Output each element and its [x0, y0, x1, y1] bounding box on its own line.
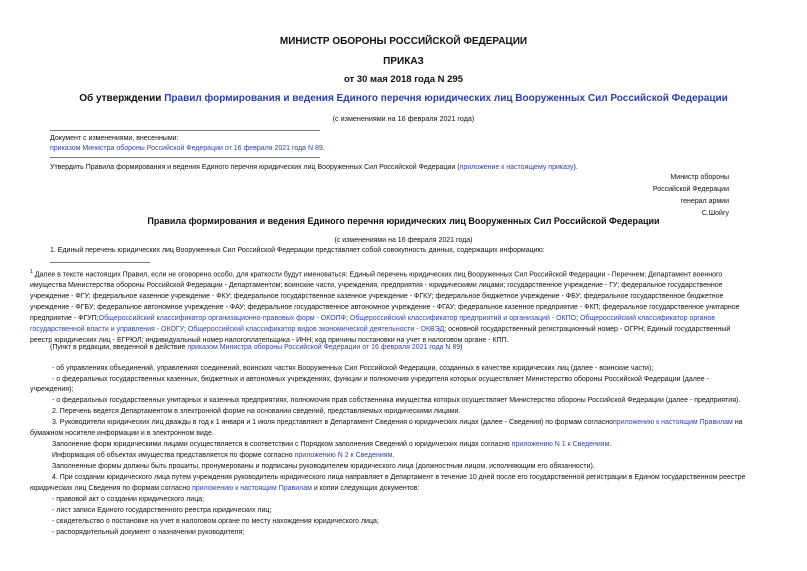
paragraph-text: .: [392, 452, 395, 459]
footnote: [30, 267, 763, 346]
footnote-line: учреждение - ФГБУ; федеральное автономное учреждение - ФАУ; федеральное государственное автономное учреждение - ФГАУ; федеральное казенное предприятие - ФКП; федеральное государственное унитарное: [30, 304, 740, 312]
order-date-number: от 30 мая 2018 года N 295: [343, 74, 464, 85]
paragraph-text: юридических лиц Сведения по формам согласно: [30, 485, 193, 492]
list-item: - лист записи Единого государственного реестра юридических лиц;: [52, 507, 272, 514]
amendment-note: (с изменениями на 16 февраля 2021 года): [332, 114, 475, 123]
list-item-cont: учреждения);: [30, 386, 74, 393]
footnote-text: ;: [183, 326, 188, 334]
footnote-text: ;: [346, 315, 350, 323]
changes-link[interactable]: приказом Министра обороны Российской Федерации от 16 февраля 2021 года N 89.: [50, 145, 325, 152]
footnote-line: реестр юридических лиц - ЕГРЮЛ; индивидуальный номер налогоплательщика - ИНН; код причины постановки на учет в налоговом органе - КПП.: [30, 337, 509, 345]
signature-line: С.Шойгу: [701, 210, 729, 217]
signature-line: Министр обороны: [670, 174, 729, 181]
rules-title: Правила формирования и ведения Единого перечня юридических лиц Вооруженных Сил Российской Федерации: [147, 216, 660, 226]
footnote-line: учреждение - ФГУ; федеральное казенное учреждение - ФКУ; федеральное государственное казенное учреждение - ФГКУ; федеральное бюджетное учреждение - ФБУ; федеральное государственное бюджетное: [30, 293, 724, 301]
approve-paragraph: [50, 162, 578, 173]
okopf-link[interactable]: Общероссийский классификатор организационно-правовых форм - ОКОПФ: [98, 315, 346, 323]
order-heading: ПРИКАЗ: [383, 56, 424, 67]
order-subject: [0, 93, 807, 104]
rules-appendix-link[interactable]: приложению к настоящим Правилам: [192, 485, 312, 492]
rules-appendix-link[interactable]: приложению к настоящим Правилам: [613, 419, 733, 426]
list-item: - об управлениях объединений, управлениях соединений, воинских частях Вооруженных Сил Российской Федерации, созданных в качестве юридических лиц (далее - воинские части);: [52, 365, 654, 372]
signature-line: Российской Федерации: [652, 186, 729, 193]
divider: [50, 130, 320, 131]
footnote-text: предприятие - ФГУП;: [30, 315, 99, 323]
rules-p1: 1. Единый перечень юридических лиц Вооруженных Сил Российской Федерации представляет собой совокупность данных, содержащих информацию:: [50, 247, 545, 254]
paragraph-cont: бумажном носителе информации и в электронном виде.: [30, 430, 214, 437]
rules-amendment-note: (с изменениями на 16 февраля 2021 года): [334, 237, 473, 244]
paragraph-text: на: [732, 419, 743, 426]
list-item: - распорядительный документ о назначении руководителя;: [52, 529, 245, 536]
paragraph-text: Заполнение форм юридическими лицами осуществляется в соответствии с Порядком заполнения Сведений о юридических лицах согласно: [52, 441, 512, 448]
paragraph-text: .: [609, 441, 612, 448]
edit-note: [50, 342, 463, 353]
ministry-heading: МИНИСТР ОБОРОНЫ РОССИЙСКОЙ ФЕДЕРАЦИИ: [279, 36, 528, 47]
paragraph: 2. Перечень ведется Департаментом в электронной форме на основании сведений, представляемых юридическими лицами.: [52, 408, 461, 415]
subject-link[interactable]: Правил формирования и ведения Единого перечня юридических лиц Вооруженных Сил Российской Федерации: [164, 93, 728, 104]
footnote-text: ; основной государственный регистрационный номер - ОГРН; Единый государственный: [444, 326, 731, 334]
paragraph: 4. При создании юридического лица путем учреждения руководитель юридического лица направляет в Департамент в течение 10 дней после его государственной регистрации в Едином государственном реестре: [52, 474, 746, 481]
approve-text: Утвердить Правила формирования и ведения Единого перечня юридических лиц Вооруженных Сил Российской Федерации (: [50, 164, 460, 171]
footnote-text: ;: [576, 315, 580, 323]
paragraph-text: 3. Руководители юридических лиц дважды в год к 1 января и 1 июля представляют в Департамент Сведения о юридических лицах (далее - Сведения) по формам согласно: [52, 419, 614, 426]
list-item: - свидетельство о постановке на учет в налоговом органе по месту нахождения юридического лица;: [52, 518, 379, 525]
footnote-divider: [50, 262, 150, 263]
edit-note-text: ): [460, 344, 463, 351]
okpo-link[interactable]: Общероссийский классификатор предприятий и организаций - ОКПО: [349, 315, 577, 323]
subject-prefix: Об утверждении: [79, 93, 165, 104]
appendix-1-link[interactable]: приложению N 1 к Сведениям: [511, 441, 610, 448]
approve-link[interactable]: приложение к настоящему приказу: [459, 164, 574, 171]
edit-note-text: (Пункт в редакции, введенной в действие: [50, 344, 188, 351]
edit-note-link[interactable]: приказом Министра обороны Российской Федерации от 16 февраля 2021 года N 89: [187, 344, 461, 351]
footnote-marker: 1: [30, 269, 33, 275]
list-item: - о федеральных государственных унитарных и казенных предприятиях, полномочия прав собственника имущества которых осуществляет Министерство обороны Российской Федерации (далее - предприятия).: [52, 397, 741, 404]
appendix-2-link[interactable]: приложению N 2 к Сведениям: [294, 452, 393, 459]
list-item: - правовой акт о создании юридического лица;: [52, 496, 205, 503]
footnote-line: Далее в тексте настоящих Правил, если не оговорено особо, для краткости будут именоваться: Единый перечень юридических лиц Вооруженных Сил Российской Федерации - Перечнем; Департамент военного: [34, 271, 723, 279]
divider: [50, 157, 320, 158]
changes-label: Документ с изменениями, внесенными:: [50, 135, 179, 142]
paragraph-text: и копии следующих документов:: [311, 485, 420, 492]
signature-line: генерал армии: [680, 198, 729, 205]
list-item: - о федеральных государственных казенных, бюджетных и автономных учреждениях, функции и полномочия учредителя которых осуществляет Министерство обороны Российской Федерации (далее -: [52, 376, 709, 383]
approve-tail: ).: [573, 164, 578, 171]
signature-block: [653, 172, 729, 220]
okogu-link-cont[interactable]: государственной власти и управления - ОКОГУ: [30, 326, 184, 334]
okved-link[interactable]: Общероссийский классификатор видов экономической деятельности - ОКВЭД: [187, 326, 445, 334]
paragraph-text: Информация об объектах имущества представляется по форме согласно: [52, 452, 295, 459]
footnote-line: имущества Министерства обороны Российской Федерации - Департаментом; воинские части, учреждения, предприятия - юридическими лицами; государственное учреждение - ГУ; федеральное государственное: [30, 282, 723, 290]
body-text: [30, 363, 770, 538]
okogu-link[interactable]: Общероссийский классификатор органов: [579, 315, 716, 323]
paragraph: Заполненные формы должны быть прошиты, пронумерованы и подписаны руководителем юридического лица (должностным лицом, исполняющим его обязанности).: [52, 463, 595, 470]
